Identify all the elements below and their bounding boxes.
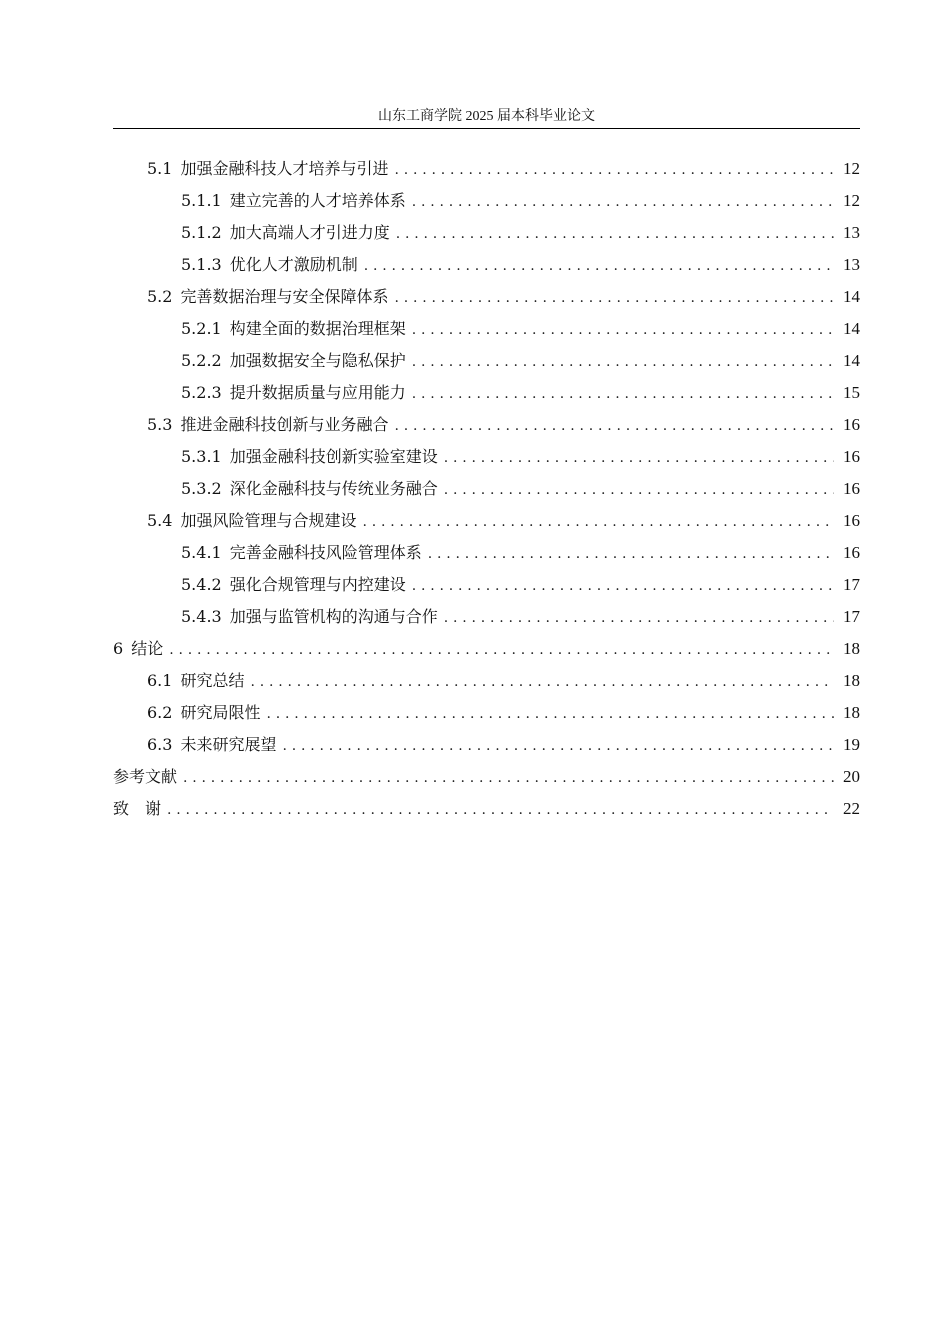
toc-entry-text: 加强与监管机构的沟通与合作: [229, 607, 438, 626]
toc-entry-number: 6: [113, 639, 124, 658]
toc-dot-leader: [250, 666, 834, 698]
toc-entry-title: [181, 185, 406, 217]
toc-entry[interactable]: [113, 281, 860, 313]
toc-entry[interactable]: [113, 249, 860, 281]
toc-entry[interactable]: [113, 569, 860, 601]
toc-entry-number: 5.3.1: [181, 447, 222, 466]
toc-page-number: 19: [843, 735, 860, 754]
toc-page-number: 14: [843, 351, 860, 370]
toc-dot-leader: [183, 762, 834, 794]
toc-entry-text: 构建全面的数据治理框架: [229, 319, 406, 338]
toc-entry[interactable]: [113, 761, 860, 793]
toc-entry[interactable]: [113, 217, 860, 249]
toc-entry[interactable]: [113, 697, 860, 729]
toc-entry-number: 5.1.3: [181, 255, 222, 274]
toc-dot-leader: [394, 410, 834, 442]
toc-page-number: 13: [843, 255, 860, 274]
toc-entry-number: 5.3: [147, 415, 173, 434]
toc-entry[interactable]: [113, 793, 860, 825]
toc-entry-number: 5.4: [147, 511, 173, 530]
toc-dot-leader: [412, 346, 834, 378]
toc-page-number: 16: [843, 543, 860, 562]
toc-entry-text: 加强风险管理与合规建设: [180, 511, 357, 530]
toc-entry-title: [147, 729, 276, 761]
toc-dot-leader: [167, 794, 834, 826]
toc-entry-title: [113, 793, 161, 825]
toc-entry-title: [181, 569, 406, 601]
header-rule: [113, 128, 860, 129]
toc-entry-title: [113, 633, 163, 665]
toc-dot-leader: [394, 282, 834, 314]
toc-entry-text: 建立完善的人才培养体系: [229, 191, 406, 210]
toc-entry-text: 深化金融科技与传统业务融合: [229, 479, 438, 498]
toc-entry[interactable]: [113, 185, 860, 217]
toc-entry-title: [147, 505, 356, 537]
toc-entry-text: 完善金融科技风险管理体系: [229, 543, 422, 562]
toc-entry[interactable]: [113, 601, 860, 633]
toc-entry-title: [181, 537, 422, 569]
toc-page-number: 17: [843, 575, 860, 594]
toc-entry-title: [147, 665, 244, 697]
toc-entry[interactable]: [113, 377, 860, 409]
toc-dot-leader: [362, 506, 834, 538]
toc-entry-number: 5.1.1: [181, 191, 222, 210]
toc-entry-text: 加大高端人才引进力度: [229, 223, 390, 242]
toc-dot-leader: [444, 474, 834, 506]
toc-entry-text: 优化人才激励机制: [229, 255, 358, 274]
toc-entry-title: [113, 761, 177, 793]
toc-page-number: 18: [843, 703, 860, 722]
toc-entry-title: [181, 313, 406, 345]
toc-entry-title: [181, 377, 406, 409]
toc-page-number: 12: [843, 191, 860, 210]
toc-page-number: 16: [843, 415, 860, 434]
toc-dot-leader: [444, 602, 834, 634]
toc-entry[interactable]: [113, 313, 860, 345]
toc-dot-leader: [364, 250, 834, 282]
toc-entry[interactable]: [113, 345, 860, 377]
toc-entry-text: 提升数据质量与应用能力: [229, 383, 406, 402]
toc-page-number: 15: [843, 383, 860, 402]
toc-entry-text: 强化合规管理与内控建设: [229, 575, 406, 594]
toc-entry-number: 5.4.1: [181, 543, 222, 562]
toc-page-number: 16: [843, 447, 860, 466]
toc-entry-text: 研究局限性: [180, 703, 261, 722]
toc-page-number: 22: [843, 799, 860, 818]
toc-entry-title: [181, 473, 438, 505]
toc-entry-text: 完善数据治理与安全保障体系: [180, 287, 389, 306]
toc-entry-number: 5.1.2: [181, 223, 222, 242]
toc-entry-title: [181, 217, 390, 249]
toc-entry[interactable]: [113, 633, 860, 665]
toc-page-number: 16: [843, 511, 860, 530]
toc-entry-number: 5.4.3: [181, 607, 222, 626]
toc-entry-title: [147, 409, 388, 441]
toc-page-number: 12: [843, 159, 860, 178]
toc-entry-text: 加强数据安全与隐私保护: [229, 351, 406, 370]
toc-entry-text: 加强金融科技人才培养与引进: [180, 159, 389, 178]
table-of-contents: [113, 153, 860, 825]
toc-dot-leader: [266, 698, 834, 730]
toc-entry-title: [147, 281, 388, 313]
toc-page-number: 17: [843, 607, 860, 626]
toc-dot-leader: [396, 218, 834, 250]
toc-page-number: 14: [843, 287, 860, 306]
toc-entry[interactable]: [113, 409, 860, 441]
toc-page-number: 18: [843, 671, 860, 690]
toc-entry-title: [147, 697, 260, 729]
toc-entry[interactable]: [113, 441, 860, 473]
toc-entry-text: 未来研究展望: [180, 735, 277, 754]
toc-entry-number: 6.3: [147, 735, 173, 754]
toc-entry-number: 5.2.1: [181, 319, 222, 338]
toc-entry-number: 6.2: [147, 703, 173, 722]
toc-entry[interactable]: [113, 505, 860, 537]
toc-entry-number: 6.1: [147, 671, 173, 690]
toc-entry-title: [147, 153, 388, 185]
toc-entry-text: 参考文献: [113, 767, 178, 786]
toc-page-number: 18: [843, 639, 860, 658]
toc-page-number: 14: [843, 319, 860, 338]
toc-dot-leader: [412, 186, 834, 218]
toc-entry[interactable]: [113, 153, 860, 185]
toc-entry-number: 5.2: [147, 287, 173, 306]
toc-entry-number: 5.3.2: [181, 479, 222, 498]
toc-entry[interactable]: [113, 729, 860, 761]
toc-entry-number: 5.4.2: [181, 575, 222, 594]
toc-dot-leader: [282, 730, 834, 762]
toc-entry-text: 加强金融科技创新实验室建设: [229, 447, 438, 466]
page-header-title: 山东工商学院 2025 届本科毕业论文: [378, 109, 595, 124]
toc-page-number: 20: [843, 767, 860, 786]
toc-entry-text: 研究总结: [180, 671, 245, 690]
toc-entry[interactable]: [113, 665, 860, 697]
toc-entry-title: [181, 601, 438, 633]
toc-entry-text: 推进金融科技创新与业务融合: [180, 415, 389, 434]
toc-page-number: 13: [843, 223, 860, 242]
toc-dot-leader: [412, 378, 834, 410]
toc-entry-number: 5.2.3: [181, 383, 222, 402]
toc-entry-number: 5.2.2: [181, 351, 222, 370]
toc-dot-leader: [412, 570, 834, 602]
toc-entry-number: 5.1: [147, 159, 173, 178]
toc-dot-leader: [394, 154, 834, 186]
toc-entry-title: [181, 249, 358, 281]
toc-entry-title: [181, 441, 438, 473]
toc-page-number: 16: [843, 479, 860, 498]
toc-dot-leader: [444, 442, 834, 474]
toc-entry[interactable]: [113, 473, 860, 505]
toc-entry-title: [181, 345, 406, 377]
toc-entry[interactable]: [113, 537, 860, 569]
toc-entry-text: 结论: [131, 639, 164, 658]
toc-dot-leader: [169, 634, 834, 666]
toc-entry-text: 致 谢: [113, 799, 162, 818]
toc-dot-leader: [428, 538, 834, 570]
toc-dot-leader: [412, 314, 834, 346]
